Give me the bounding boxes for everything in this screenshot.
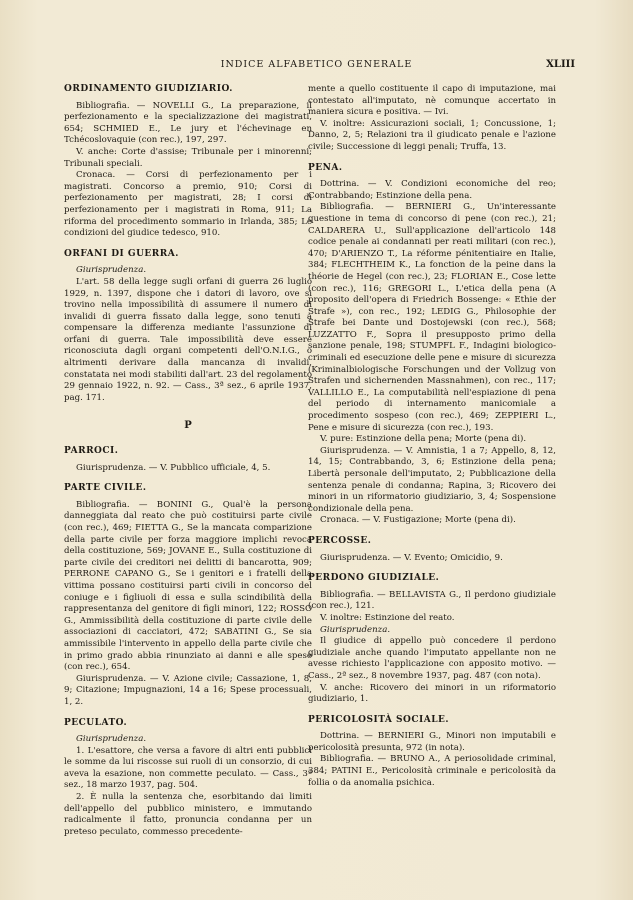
entry-paragraph: V. anche: Ricovero dei minori in un riformatorio giudiziario, 1.: [308, 682, 556, 705]
section-heading: PERCOSSE.: [308, 535, 372, 546]
entry-paragraph: Cronaca. — Corsi di perfezionamento per i magistrati. Concorso a premio, 910; Corsi di perfezionamento per magistrati, 28; I corsi di perfezionamento per i magistrati in Roma, 911; La riforma del procedimento sommario in Irlanda, 385; Le condizioni del giudice tedesco, 910.: [64, 170, 312, 239]
letter-divider: P: [184, 420, 192, 432]
left-column: [64, 84, 312, 838]
section-heading: PECULATO.: [64, 717, 128, 728]
entry-paragraph: Dottrina. — V. Condizioni economiche del reo; Contrabbando; Estinzione della pena.: [308, 179, 556, 201]
page-number: XLIII: [546, 59, 575, 70]
entry-paragraph: Cronaca. — V. Fustigazione; Morte (pena di).: [320, 515, 516, 526]
entry-paragraph: Dottrina. — BERNIERI G., Minori non imputabili e pericolosità presunta, 972 (in nota).: [308, 731, 556, 753]
entry-paragraph: V. inoltre: Assicurazioni sociali, 1; Concussione, 1; Danno, 2, 5; Relazioni tra il giudicato penale e l'azione civile; Successione di leggi penali; Truffa, 13.: [308, 118, 556, 152]
subsection-label: Giurisprudenza.: [320, 624, 391, 635]
running-title: INDICE ALFABETICO GENERALE: [220, 59, 413, 70]
entry-paragraph: Giurisprudenza. — V. Evento; Omicidio, 9.: [320, 552, 503, 563]
entry-paragraph: 2. È nulla la sentenza che, esorbitando dai limiti dell'appello del pubblico ministero, e immutando radicalmente il fatto, pronuncia condanna per un preteso peculato, commesso precedente-: [64, 792, 312, 837]
right-column: [308, 84, 556, 789]
entry-paragraph: V. anche: Corte d'assise; Tribunale per i minorenni; Tribunali speciali.: [64, 146, 312, 169]
section-heading: PENA.: [308, 162, 343, 173]
section-heading: ORDINAMENTO GIUDIZIARIO.: [64, 84, 233, 94]
entry-paragraph: Giurisprudenza. — V. Amnistia, 1 a 7; Appello, 8, 12, 14, 15; Contrabbando, 3, 6; Estinzione della pena; Libertà personale dell'imputato, 2; Pubblicazione della sentenza penale di condanna; Rapina, 3; Ricovero dei minori in un riformatorio giudiziario, 3, 4; Sospensione condizionale della pena.: [308, 445, 556, 514]
section-heading: PERICOLOSITÀ SOCIALE.: [308, 714, 450, 725]
entry-paragraph: Bibliografia. — BRUNO A., A periosolidade criminal, 384; PATINI E., Pericolosità criminale e pericolosità da follia o da anomalia psichica.: [308, 754, 556, 788]
section-heading: PARTE CIVILE.: [64, 483, 147, 494]
entry-paragraph: V. inoltre: Estinzione del reato.: [320, 612, 455, 623]
section-heading: PERDONO GIUDIZIALE.: [308, 573, 440, 584]
entry-paragraph: Il giudice di appello può concedere il perdono giudiziale anche quando l'imputato appellante non ne avesse richiesto l'applicazione con apposito motivo. — Cass., 2ª sez., 8 novembre 1937, pag. 487 (con nota).: [308, 636, 556, 681]
entry-paragraph: 1. L'esattore, che versa a favore di altri enti pubblici le somme da lui riscosse sui ruoli di un consorzio, di cui aveva la esazione, non commette peculato. — Cass., 3ª sez., 18 marzo 1937, pag. 504.: [64, 745, 312, 791]
page-header: [0, 59, 633, 73]
entry-paragraph: Bibliografia. — BERNIERI G., Un'interessante questione in tema di concorso di pene (con rec.), 21; CALDARERA U., Sull'applicazione dell'articolo 148 codice penale ai condannati per reati militari (con rec.), 470; D'ARIENZO T., La réforme pénitentiaire en Italie, 384; FLECHTHEIM K., La fonction de la peine dans la théorie de Hegel (con rec.), 23; FLORIAN E., Cose lette (con rec.), 116; GREGORI L., L'etica della pena (A proposito dell'opera di Friedrich Bossenge: « Ethie der Strafe »), con rec., 192; LEDIG G., Philosophie der Strafe bei Dante und Dostojewski (con rec.), 568; LUZZATTO F., Sopra il presupposto primo della sanzione penale, 198; STUMPFL F., Indagini biologico-criminali ed esecuzione delle pene e misure di sicurezza (Kriminalbiologische Forschungen und der Vollzug von Strafen und sichernenden Massnahmen), con rec., 117; VALLILLO E., La computabilità nell'espiazione di pena del periodo di internamento manicomiale a procedimento sospeso (con rec.), 469; ZEPPIERI L., Pene e misure di sicurezza (con rec.), 193.: [308, 202, 556, 433]
subsection-label: Giurisprudenza.: [76, 734, 147, 745]
entry-paragraph: Giurisprudenza. — V. Azione civile; Cassazione, 1, 8, 9; Citazione; Impugnazioni, 14 a 16; Spese processuali, 1, 2.: [64, 673, 312, 707]
entry-paragraph: Bibliografia. — NOVELLI G., La preparazione, il perfezionamento e la specializzazione dei magistrati, 654; SCHMIED E., Le jury et l'échevinage en Tchécoslovaquie (con rec.), 197, 297.: [64, 100, 312, 146]
entry-paragraph: V. pure: Estinzione della pena; Morte (pena di).: [320, 434, 527, 445]
subsection-label: Giurisprudenza.: [76, 265, 147, 276]
entry-paragraph: L'art. 58 della legge sugli orfani di guerra 26 luglio 1929, n. 1397, dispone che i datori di lavoro, ove si trovino nella impossibilità di assumere il numero di invalidi di guerra fissato dalla legge, sono tenuti a compensare la differenza mediante l'assunzione di orfani di guerra. Tale impossibilità deve essere riconosciuta dagli organi competenti dell'O.N.I.G., o altrimenti derivare dalla mancanza di invalidi, constatata nei modi stabiliti dall'art. 23 del regolamento 29 gennaio 1922, n. 92. — Cass., 3ª sez., 6 aprile 1937, pag. 171.: [64, 276, 312, 403]
entry-paragraph: Giurisprudenza. — V. Pubblico ufficiale, 4, 5.: [76, 462, 271, 473]
entry-paragraph: mente a quello costituente il capo di imputazione, mai contestato all'imputato, nè comunque accertato in maniera sicura e positiva. — Ivi.: [308, 84, 556, 118]
entry-paragraph: Bibliografia. — BONINI G., Qual'è la persona danneggiata dal reato che può costituirsi parte civile (con rec.), 469; FIETTA G., Se la mancata comparizione della parte civile per forza maggiore implichi revoca della costituzione, 569; JOVANE E., Sulla costituzione di parte civile dei creditori nei delitti di bancarotta, 909; PERRONE CAPANO G., Se i genitori e i fratelli della vittima possano costituirsi parti civili in concorso del coniuge e i figliuoli di essa e sulla scindibilità della rappresentanza del genitore di figli minori, 122; ROSSO G., Ammissibilità della costituzione di parte civile delle associazioni di cacciatori, 472; SABATINI G., Se sia ammissibile l'intervento in appello della parte civile che in primo grado abbia rinunziato ai danni e alle spese (con rec.), 654.: [64, 499, 312, 673]
section-heading: ORFANI DI GUERRA.: [64, 248, 179, 259]
section-heading: PARROCI.: [64, 446, 119, 457]
entry-paragraph: Bibliografia. — BELLAVISTA G., Il perdono giudiziale (con rec.), 121.: [308, 589, 556, 612]
